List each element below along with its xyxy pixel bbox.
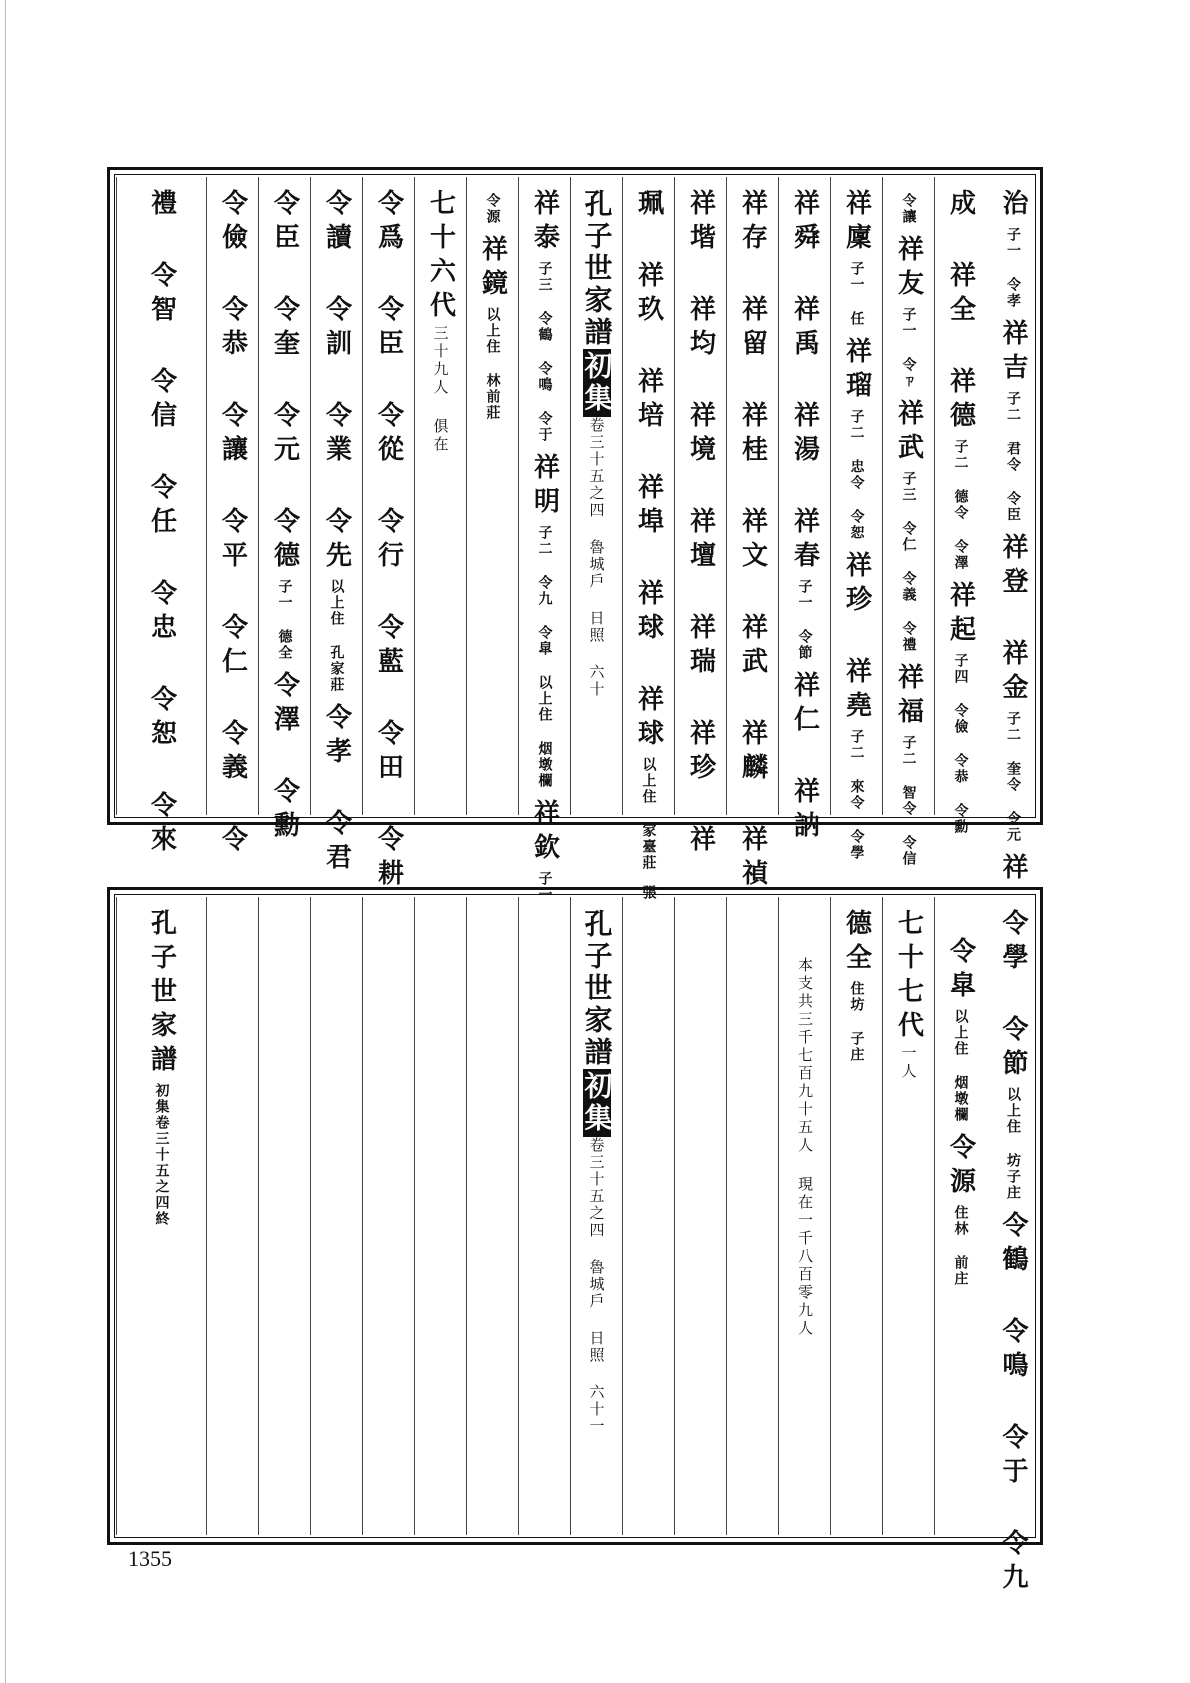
upper-col-17: 禮 令智 令信 令任 令忠 令恕 令來 [116,177,206,815]
upper-col-16: 令儉 令恭 令讓 令平 令仁 令義 令 [206,177,258,815]
lower-col-blank-3 [622,897,674,1535]
upper-center-header [570,177,622,815]
series-title: 孔子世家譜 [580,189,614,349]
upper-col-2: 成 祥全 祥德子二 德令 令澤祥起子四 令儉 令恭 令勳 [934,177,986,815]
upper-col-4: 祥廩子一 任祥瑠子二 忠令 令恕祥珍 祥堯子二 來令 令學 [830,177,882,815]
lower-col-blank-10 [206,897,258,1535]
upper-col-6: 祥存 祥留 祥桂 祥文 祥武 祥麟 祥禎 [726,177,778,815]
series-title: 孔子世家譜 [580,909,614,1069]
upper-col-7: 祥堦 祥均 祥境 祥壇 祥瑞 祥珍 祥 [674,177,726,815]
lower-col-blank-2 [674,897,726,1535]
upper-col-1: 治子一 令孝祥吉子二 君令 令臣祥登 祥金子二 奎令 令元祥 [998,189,1028,887]
upper-page-frame [107,167,1043,903]
lower-col-4: 德全住坊 子庄 [830,897,882,1535]
lower-center-header [570,897,622,1535]
lower-col-blank-7 [362,897,414,1535]
upper-col-8: 珮 祥玖 祥培 祥埠 祥球 祥球以上住 家臺莊張 [622,177,674,815]
lower-col-5: 本支共三千七百九十五人 現在一千八百零九人 [778,897,830,1535]
volume-label: 初集 [580,1071,614,1135]
end-title: 孔子世家譜 [146,909,177,1079]
end-note: 初集卷三十五之四終 [153,1083,170,1227]
lower-col-2: 令皐以上住 烟墩欄令源住林 前庄 [934,897,986,1535]
upper-col-10: 祥泰子三 令鶴 令鳴 令于祥明子二 令九 令皐 以上住 烟墩欄祥欽子一 [518,177,570,815]
lower-col-end [116,897,206,1535]
upper-col-5: 祥舜 祥禹 祥湯 祥春子一 令節祥仁 祥訥 [778,177,830,815]
upper-col-15: 令臣 令奎 令元 令德子一 德全令澤 令勳 [258,177,310,815]
lower-col-blank-6 [414,897,466,1535]
volume-subtitle: 卷三十五之四 魯城戶 日照 六十 [587,417,606,698]
volume-label: 初集 [580,351,614,415]
upper-col-14: 令讀 令訓 令業 令先以上住 孔家莊令孝 令君 [310,177,362,815]
upper-col-13: 令爲 令臣 令從 令行 令藍 令田 令耕 [362,177,414,815]
lower-col-1: 令學 令節以上住 坊子庄令鶴 令鳴 令于 令九 [998,909,1028,1597]
volume-subtitle: 卷三十五之四 魯城戶 日照 六十一 [587,1137,606,1435]
upper-col-11: 令源祥鏡以上住 林前莊 [466,177,518,815]
lower-col-blank-5 [466,897,518,1535]
page-edge-line [5,0,6,1683]
lower-col-blank-1 [726,897,778,1535]
upper-col-3: 令讓祥友子一 令ㄗ祥武子三 令仁 令義 令禮祥福子二 智令 令信 [882,177,934,815]
lower-col-blank-9 [258,897,310,1535]
lower-col-blank-4 [518,897,570,1535]
lower-col-blank-8 [310,897,362,1535]
upper-col-12: 七十六代三十九人 俱在 [414,177,466,815]
page-number: 1355 [128,1546,172,1571]
lower-col-3: 七十七代一人 [882,897,934,1535]
